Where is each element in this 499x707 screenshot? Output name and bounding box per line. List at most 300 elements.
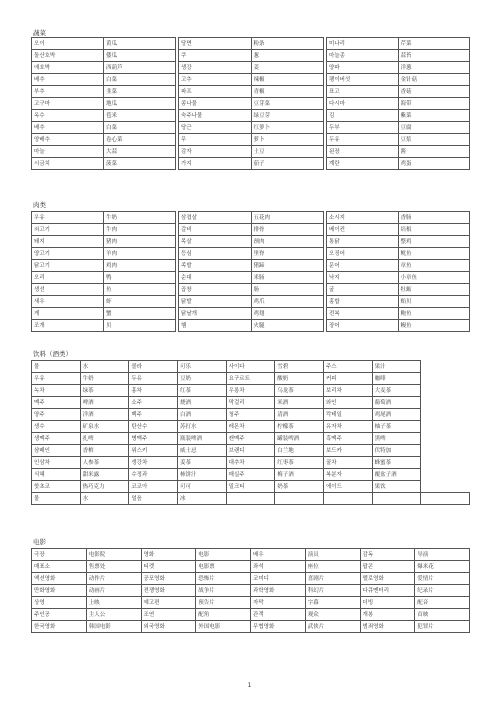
korean-term-cell: 홍합 [327,296,399,308]
table-row [32,224,176,236]
table-row [32,409,470,421]
chinese-term-cell: 虾 [104,296,176,308]
table-row [179,50,324,62]
korean-term-cell: 매표소 [32,561,87,573]
korean-term-cell: 생선 [32,284,104,296]
chinese-term-cell: 肠 [251,284,324,296]
korean-term-cell: 막걸리 [226,397,275,409]
chinese-term-cell: 牛肉 [104,224,176,236]
table-row [179,158,324,170]
korean-term-cell: 사이다 [226,361,275,373]
chinese-term-cell: 香菇 [398,86,470,98]
table-row [32,433,470,445]
korean-term-cell: 마늘 [32,146,104,158]
korean-term-cell: 배추 [32,74,104,86]
table-row [327,272,470,284]
korean-term-cell [323,493,372,505]
chinese-term-cell: 烧酒 [177,397,226,409]
vegetable-table-2 [178,37,324,170]
chinese-term-cell: 白兰地 [275,445,324,457]
table-row [179,62,324,74]
korean-term-cell: 순대 [179,272,252,284]
table-row [32,549,470,561]
table-row [32,50,176,62]
chinese-term-cell: 水 [80,361,129,373]
chinese-term-cell: 鸡尾酒 [372,409,421,421]
korean-term-cell: 가지 [179,158,252,170]
chinese-term-cell: 海带 [398,98,470,110]
table-row [32,38,176,50]
chinese-term-cell: 乌龙茶 [275,385,324,397]
korean-term-cell: 자막 [251,597,306,609]
korean-term-cell: 샴페인 [32,445,81,457]
korean-term-cell: 청주 [226,409,275,421]
korean-term-cell: 팝콘 [360,561,415,573]
chinese-term-cell: 倭瓜 [104,50,176,62]
table-row [32,469,470,481]
table-row [32,493,470,505]
table-row [32,308,176,320]
korean-term-cell: 무협영화 [251,621,306,633]
chinese-term-cell: 蜂蜜茶 [372,457,421,469]
korean-term-cell: 표고 [327,86,399,98]
table-row [327,62,470,74]
korean-term-cell: 곱창 [179,284,252,296]
chinese-term-cell: 西葫芦 [104,62,176,74]
korean-term-cell: 계란 [327,158,399,170]
chinese-term-cell: 上映 [86,597,141,609]
korean-term-cell: 와인 [323,397,372,409]
chinese-term-cell: 外国电影 [196,621,251,633]
korean-term-cell: 얼음 [129,493,178,505]
table-row [32,421,470,433]
section-title-vegetables: 蔬菜 [33,29,46,37]
chinese-term-cell: 蟹 [104,308,176,320]
chinese-term-cell: 紫菜 [398,110,470,122]
chinese-term-cell: 座位 [305,561,360,573]
korean-term-cell: 닭발 [179,296,252,308]
chinese-term-cell: 芹菜 [398,38,470,50]
table-row [32,212,176,224]
table-row [32,248,176,260]
korean-term-cell: 인삼차 [32,457,81,469]
chinese-term-cell: 武侠片 [305,621,360,633]
chinese-term-cell: 果饮 [372,481,421,493]
chinese-term-cell: 颈肉 [251,236,324,248]
korean-term-cell: 공포영화 [141,573,196,585]
korean-term-cell: 두유 [129,373,178,385]
chinese-term-cell: 韩国电影 [86,621,141,633]
korean-term-cell: 우롱차 [226,385,275,397]
chinese-term-cell: 贻贝 [398,296,470,308]
table-row [179,308,324,320]
korean-term-cell: 브랜디 [226,445,275,457]
korean-term-cell: 돌산호박 [32,50,104,62]
chinese-term-cell: 梅子酒 [275,469,324,481]
table-row [179,86,324,98]
chinese-term-cell: 鸡肉 [104,260,176,272]
table-row [32,272,176,284]
korean-term-cell: 칵테일 [323,409,372,421]
korean-term-cell: 흑맥주 [323,433,372,445]
table-row [327,308,470,320]
chinese-term-cell: 配音 [415,597,470,609]
table-row [32,134,176,146]
chinese-term-cell: 覆盆子酒 [372,469,421,481]
korean-term-cell: 범죄영화 [360,621,415,633]
korean-term-cell: 다시마 [327,98,399,110]
chinese-term-cell: 鸡翅 [251,308,324,320]
meat-table-2 [178,211,324,332]
table-row [179,212,324,224]
korean-term-cell: 영화 [141,549,196,561]
table-row [327,122,470,134]
table-row [179,236,324,248]
table-row [327,158,470,170]
table-row [327,110,470,122]
table-row [327,38,470,50]
korean-term-cell: 쿠 [179,50,252,62]
chinese-term-cell: 动作片 [86,573,141,585]
chinese-term-cell: 恐怖片 [196,573,251,585]
korean-term-cell: 조개 [32,320,104,332]
chinese-term-cell: 热巧克力 [80,481,129,493]
table-row [327,212,470,224]
chinese-term-cell [275,493,324,505]
chinese-term-cell: 粉条 [251,38,324,50]
korean-term-cell: 전복 [327,308,399,320]
korean-term-cell: 우유 [32,373,81,385]
table-row [179,284,324,296]
korean-term-cell: 유자차 [323,421,372,433]
korean-term-cell: 오리 [32,272,104,284]
chinese-term-cell: 黑啤 [372,433,421,445]
korean-term-cell: 백주 [129,409,178,421]
korean-term-cell: 극장 [32,549,87,561]
table-row [327,224,470,236]
chinese-term-cell: 萝卜 [251,134,324,146]
table-row [32,609,470,621]
korean-term-cell: 소시지 [327,212,399,224]
korean-term-cell: 삼겹살 [179,212,252,224]
korean-term-cell: 굴 [327,284,399,296]
meat-table-1 [31,211,176,332]
chinese-term-cell: 米肠 [251,272,324,284]
korean-term-cell: 티켓 [141,561,196,573]
chinese-term-cell: 雪碧 [275,361,324,373]
chinese-term-cell: 酱 [398,146,470,158]
table-row [327,74,470,86]
korean-term-cell: 양배추 [32,134,104,146]
korean-term-cell: 물 [32,361,81,373]
korean-term-cell: 당근 [179,122,252,134]
chinese-term-cell: 鳗鱼 [398,320,470,332]
korean-term-cell: 주인공 [32,609,87,621]
korean-term-cell: 식혜 [32,469,81,481]
table-row [32,621,470,633]
chinese-term-cell: 蒜苔 [398,50,470,62]
chinese-term-cell: 红茶 [177,385,226,397]
table-row [179,38,324,50]
korean-term-cell: 맥주 [32,397,81,409]
chinese-term-cell: 牛奶 [104,212,176,224]
chinese-term-cell: 扎啤 [80,433,129,445]
korean-term-cell: 액션영화 [32,573,87,585]
chinese-term-cell: 整鸡 [398,236,470,248]
table-row [327,284,470,296]
table-row [327,296,470,308]
korean-term-cell: 매실주 [226,469,275,481]
chinese-term-cell: 纪录片 [415,585,470,597]
korean-term-cell: 목살 [179,236,252,248]
table-row [32,110,176,122]
chinese-term-cell: 犯罪片 [415,621,470,633]
section-title-movies: 电影 [33,538,46,546]
korean-term-cell: 두유 [327,134,399,146]
table-row [32,320,176,332]
korean-term-cell: 배추 [32,122,104,134]
chinese-term-cell: 科幻片 [305,585,360,597]
chinese-term-cell: 豆奶 [177,373,226,385]
chinese-term-cell: 里脊 [251,248,324,260]
chinese-term-cell: 柠檬茶 [275,421,324,433]
chinese-term-cell: 香槟 [80,445,129,457]
korean-term-cell: 코미디 [251,573,306,585]
chinese-term-cell: 羊肉 [104,248,176,260]
vegetable-table-1 [31,37,176,170]
chinese-term-cell: 清酒 [275,409,324,421]
chinese-term-cell: 绿茶 [80,385,129,397]
table-row [179,320,324,332]
chinese-term-cell: 威士忌 [177,445,226,457]
korean-term-cell: 수정과 [129,469,178,481]
table-row [32,561,470,573]
table-row [32,62,176,74]
korean-term-cell: 햄 [179,320,252,332]
chinese-term-cell: 甜米露 [80,469,129,481]
korean-term-cell: 코코아 [129,481,178,493]
korean-term-cell: 멜로영화 [360,573,415,585]
chinese-term-cell: 可可 [177,481,226,493]
chinese-term-cell: 贝 [104,320,176,332]
table-row [32,284,176,296]
korean-term-cell: 개봉 [360,609,415,621]
chinese-term-cell: 卷心菜 [104,134,176,146]
korean-term-cell: 조연 [141,609,196,621]
chinese-term-cell: 鸡蛋 [398,158,470,170]
chinese-term-cell: 洋葱 [398,62,470,74]
table-row [179,272,324,284]
movies-table [31,548,470,633]
chinese-term-cell: 红枣茶 [275,457,324,469]
table-row [32,585,470,597]
korean-term-cell: 예고편 [141,597,196,609]
chinese-term-cell: 爆米花 [415,561,470,573]
korean-term-cell: 복분자 [323,469,372,481]
korean-term-cell: 커피 [323,373,372,385]
korean-term-cell: 게 [32,308,104,320]
table-row [179,122,324,134]
korean-term-cell: 생강차 [129,457,178,469]
chinese-term-cell: 豆腐 [398,122,470,134]
chinese-term-cell: 矿泉水 [80,421,129,433]
chinese-term-cell: 大蒜 [104,146,176,158]
korean-term-cell: 생강 [179,62,252,74]
korean-term-cell: 닭날개 [179,308,252,320]
korean-term-cell: 핫초코 [32,481,81,493]
chinese-term-cell: 瓶装啤酒 [177,433,226,445]
korean-term-cell: 낙지 [327,272,399,284]
chinese-term-cell: 牡蛎 [398,284,470,296]
korean-term-cell: 소주 [129,397,178,409]
korean-term-cell: 한국영화 [32,621,87,633]
table-row [32,260,176,272]
chinese-term-cell: 豆浆 [398,134,470,146]
korean-term-cell: 감독 [360,549,415,561]
chinese-term-cell: 白酒 [177,409,226,421]
chinese-term-cell: 白菜 [104,122,176,134]
chinese-term-cell: 奶茶 [275,481,324,493]
korean-term-cell: 양고기 [32,248,104,260]
chinese-term-cell: 导演 [415,549,470,561]
chinese-term-cell: 预告片 [196,597,251,609]
korean-term-cell: 콩나물 [179,98,252,110]
korean-term-cell: 만화영화 [32,585,87,597]
chinese-term-cell: 爱情片 [415,573,470,585]
korean-term-cell: 숙주나물 [179,110,252,122]
chinese-term-cell: 猪肉 [104,236,176,248]
chinese-term-cell: 鸭 [104,272,176,284]
chinese-term-cell [372,493,421,505]
chinese-term-cell: 豆芽菜 [251,98,324,110]
chinese-term-cell: 菠菜 [104,158,176,170]
chinese-term-cell: 茄子 [251,158,324,170]
chinese-term-cell: 米酒 [275,397,324,409]
korean-term-cell: 마늘종 [327,50,399,62]
table-row [32,385,470,397]
chinese-term-cell: 鱿鱼 [398,248,470,260]
korean-term-cell: 베이컨 [327,224,399,236]
korean-term-cell: 콜라 [129,361,178,373]
table-row [179,260,324,272]
korean-term-cell: 상영 [32,597,87,609]
korean-term-cell: 레몬차 [226,421,275,433]
korean-term-cell: 대추차 [226,457,275,469]
chinese-term-cell: 配角 [196,609,251,621]
korean-term-cell: 옥수 [32,110,104,122]
korean-term-cell: 녹차 [32,385,81,397]
chinese-term-cell: 五花肉 [251,212,324,224]
chinese-term-cell: 鸡爪 [251,296,324,308]
table-row [179,74,324,86]
chinese-term-cell: 柚子茶 [372,421,421,433]
chinese-term-cell: 培根 [398,224,470,236]
chinese-term-cell: 首映 [415,609,470,621]
korean-term-cell: 돼지 [32,236,104,248]
table-row [32,74,176,86]
korean-term-cell: 오이 [32,38,104,50]
table-row [32,146,176,158]
chinese-term-cell: 人参茶 [80,457,129,469]
korean-term-cell: 탄산수 [129,421,178,433]
chinese-term-cell: 葡萄酒 [372,397,421,409]
table-row [327,134,470,146]
korean-term-cell: 무 [179,134,252,146]
chinese-term-cell: 售票处 [86,561,141,573]
korean-term-cell: 고추 [179,74,252,86]
korean-term-cell: 등심 [179,248,252,260]
table-row [32,397,470,409]
korean-term-cell: 두부 [327,122,399,134]
korean-term-cell: 부추 [32,86,104,98]
chinese-term-cell: 喜剧片 [305,573,360,585]
table-row [32,361,470,373]
chinese-term-cell: 可乐 [177,361,226,373]
table-row [32,158,176,170]
chinese-term-cell: 土豆 [251,146,324,158]
chinese-term-cell: 大麦茶 [372,385,421,397]
chinese-term-cell: 辣椒 [251,74,324,86]
korean-term-cell: 좌석 [251,561,306,573]
korean-term-cell: 오징어 [327,248,399,260]
korean-term-cell: 양파 [327,62,399,74]
korean-term-cell: 에이드 [323,481,372,493]
korean-term-cell: 보드카 [323,445,372,457]
korean-term-cell: 위스키 [129,445,178,457]
table-row [32,236,176,248]
korean-term-cell [226,493,275,505]
page-number: 1 [247,682,252,689]
chinese-term-cell: 演员 [305,549,360,561]
korean-term-cell: 배우 [251,549,306,561]
chinese-term-cell: 观众 [305,609,360,621]
table-row [32,122,176,134]
vegetable-table-3 [326,37,470,170]
chinese-term-cell: 啤酒 [80,397,129,409]
table-row [179,110,324,122]
chinese-term-cell: 绿豆芽 [251,110,324,122]
chinese-term-cell: 金针菇 [398,74,470,86]
table-row [179,98,324,110]
chinese-term-cell: 章鱼 [398,260,470,272]
table-row [327,320,470,332]
table-row [32,457,470,469]
chinese-term-cell: 伏特加 [372,445,421,457]
table-row [32,296,176,308]
korean-term-cell: 닭고기 [32,260,104,272]
chinese-term-cell: 动画片 [86,585,141,597]
korean-term-cell: 우유 [32,212,104,224]
chinese-term-cell: 猪蹄 [251,260,324,272]
korean-term-cell: 시금치 [32,158,104,170]
korean-term-cell: 홍차 [129,385,178,397]
chinese-term-cell: 电影 [196,549,251,561]
chinese-term-cell: 鱼 [104,284,176,296]
chinese-term-cell: 白菜 [104,74,176,86]
meat-table-3 [326,211,470,332]
chinese-term-cell: 姜茶 [177,457,226,469]
chinese-term-cell: 果汁 [372,361,421,373]
chinese-term-cell: 主人公 [86,609,141,621]
table-row [32,481,470,493]
table-row [32,373,470,385]
korean-term-cell: 감자 [179,146,252,158]
chinese-term-cell: 葱 [251,50,324,62]
korean-term-cell: 족발 [179,260,252,272]
korean-term-cell: 김 [327,110,399,122]
chinese-term-cell: 火腿 [251,320,324,332]
chinese-term-cell: 战争片 [196,585,251,597]
